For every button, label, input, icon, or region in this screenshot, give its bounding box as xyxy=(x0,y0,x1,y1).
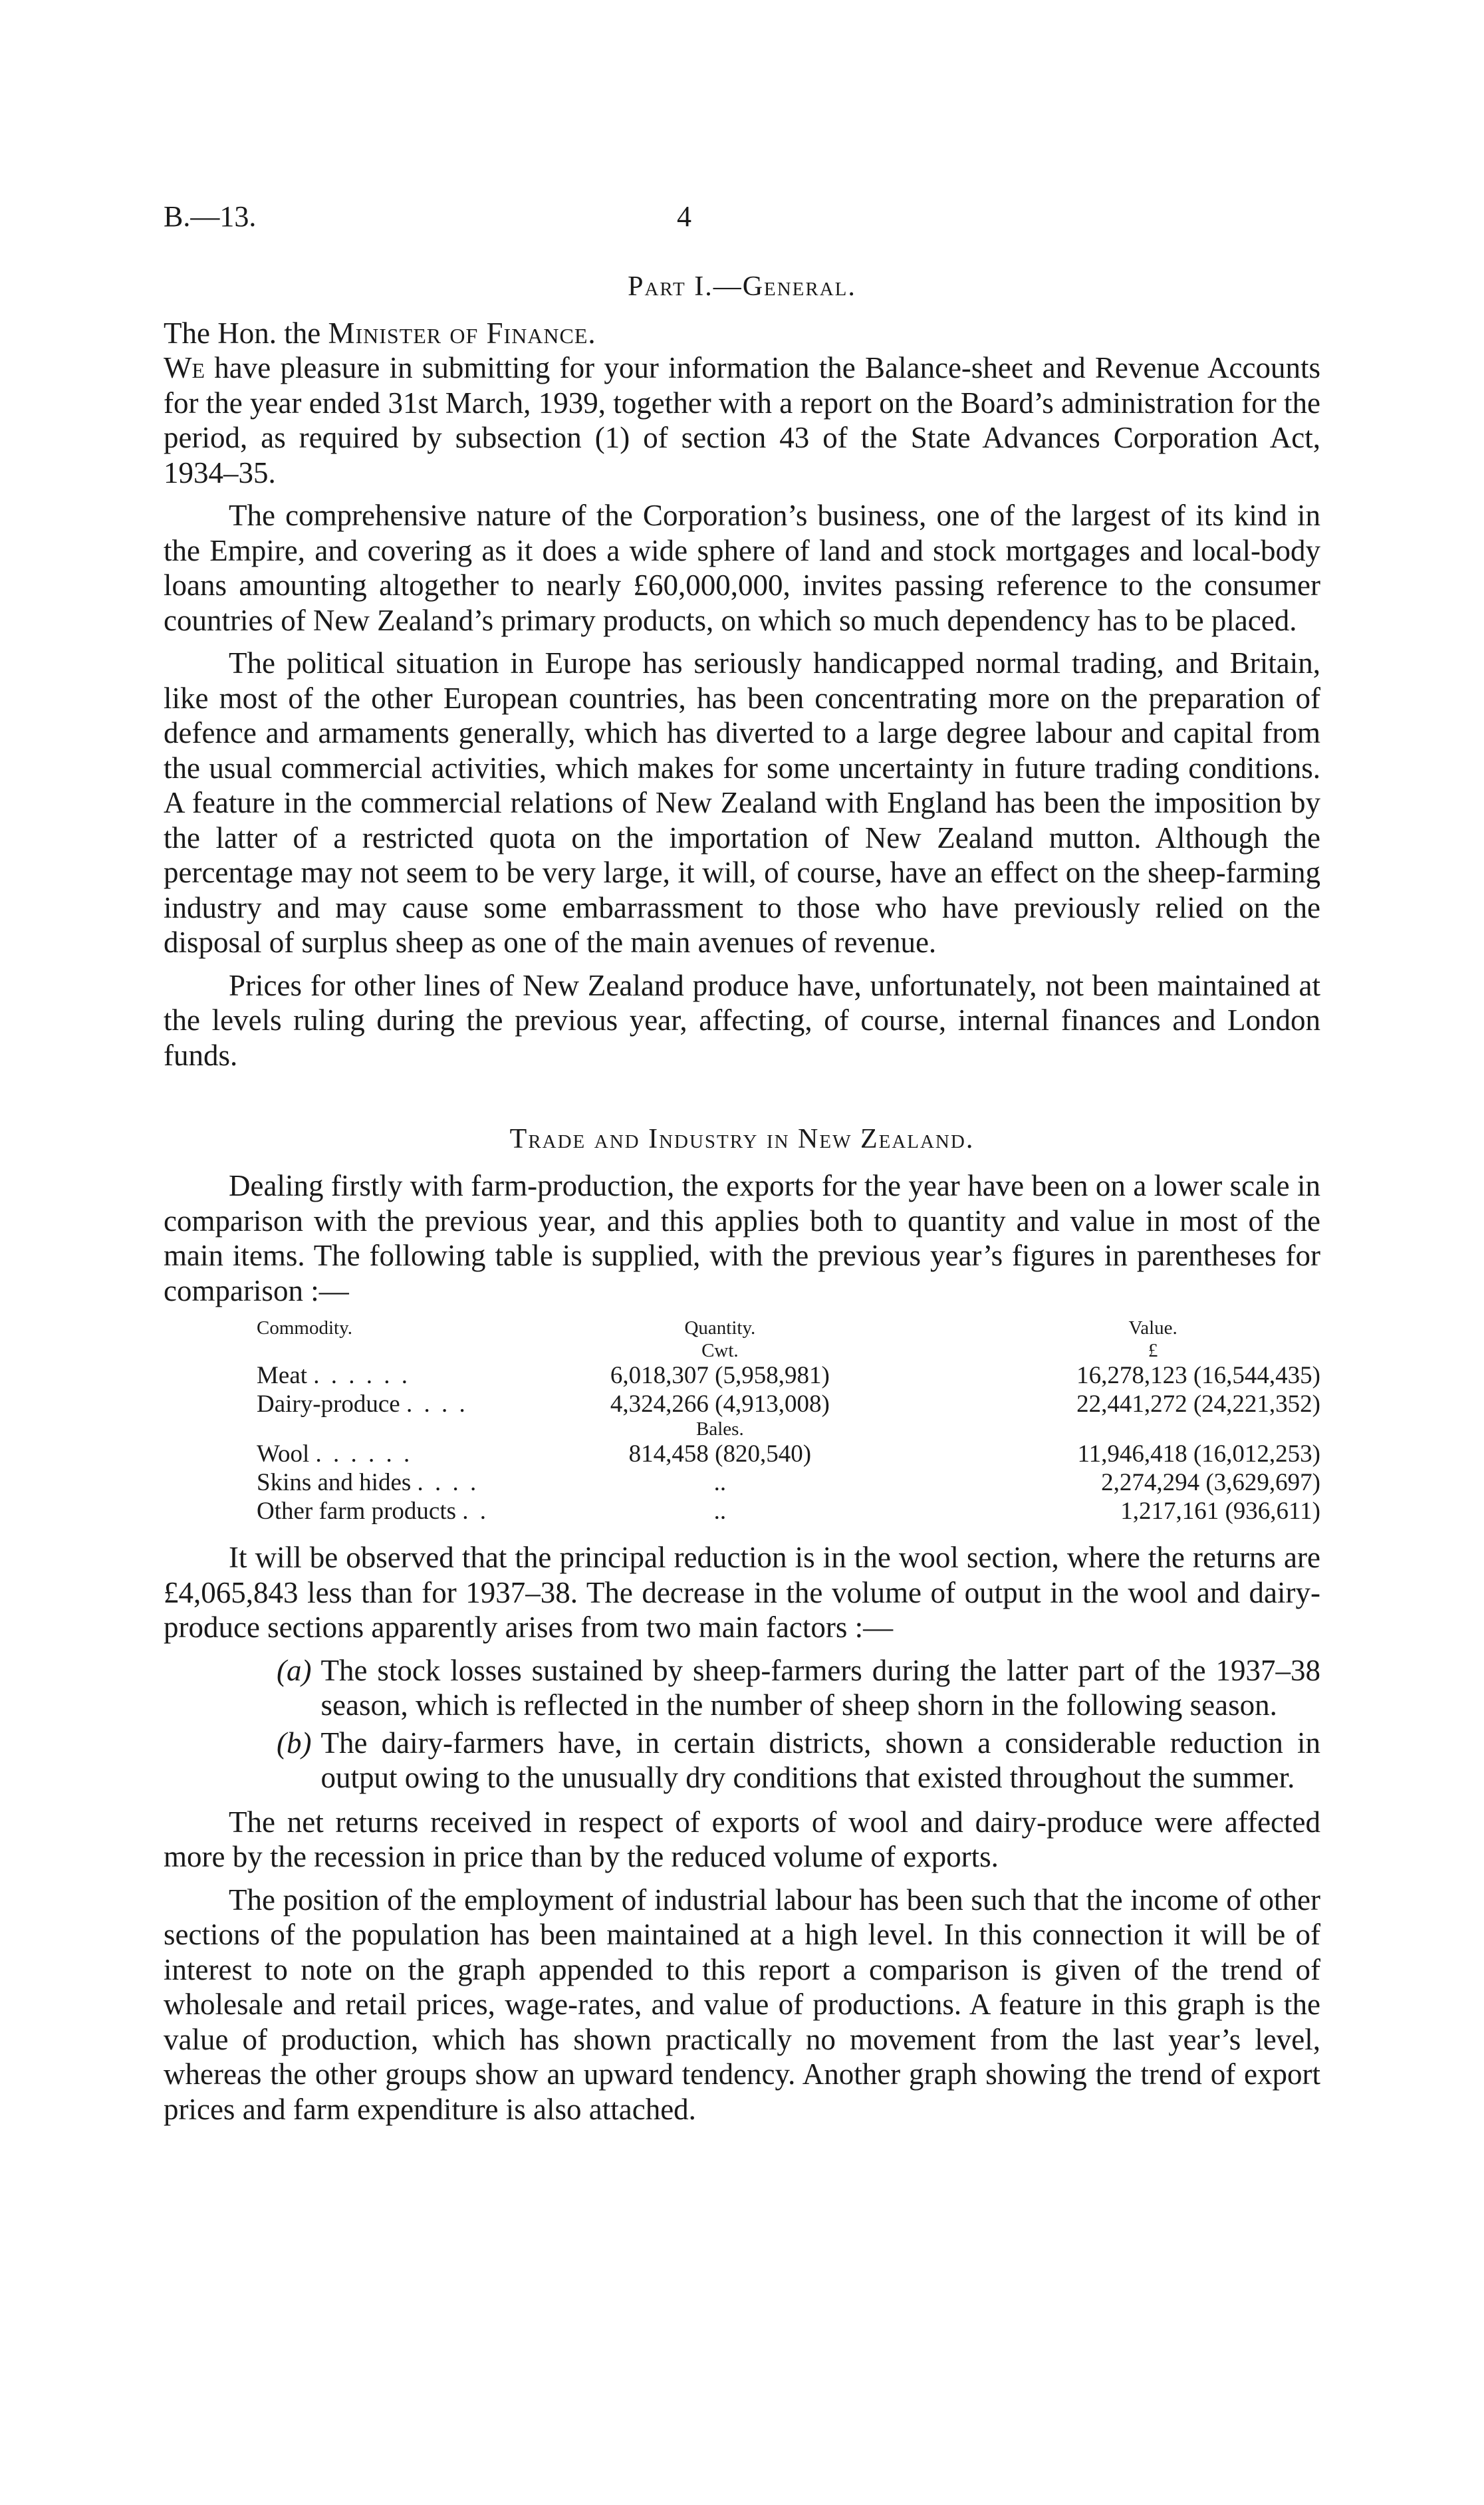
page-number: 4 xyxy=(677,200,691,233)
salutation-suffix: . xyxy=(588,317,596,350)
paragraph-employment: The position of the employment of industrial labour has been such that the income of other sections of the population has been maintained at a high level. In this connection it will be of interest to note on the graph appended to this report a comparison is given of the trend of wholesale and retail prices, wage-rates, and value of productions. A feature in this graph is the value of production, which has shown practically no movement from the last year’s level, whereas the other groups show an upward tendency. Another graph showing the trend of export prices and farm expenditure is also attached. xyxy=(164,1883,1320,2126)
part-title: Part I.—General. xyxy=(628,271,856,302)
table-row xyxy=(257,1361,1320,1390)
leader-dots: . . . . xyxy=(406,1390,468,1418)
intro-opening-word: We xyxy=(164,351,205,384)
factors-list xyxy=(164,1653,1320,1795)
leader-dots: . . . . . . xyxy=(315,1440,413,1468)
table-row xyxy=(257,1468,1320,1497)
commodity-cell: Other farm products xyxy=(257,1498,457,1525)
leader-dots: . . . . . . xyxy=(313,1362,411,1389)
list-item-text: The dairy-farmers have, in certain districts, shown a considerable reduction in output owing to the unusually dry conditions that existed throughout the summer. xyxy=(320,1726,1320,1794)
table-row xyxy=(257,1390,1320,1418)
table-unit-row xyxy=(257,1340,1320,1361)
value-cell: 16,278,123 (16,544,435) xyxy=(1076,1362,1320,1389)
value-cell: 1,217,161 (936,611) xyxy=(1120,1498,1320,1525)
header-value: Value. xyxy=(1128,1317,1177,1339)
list-item-text: The stock losses sustained by sheep-farmers during the latter part of the 1937–38 season, which is reflected in the number of sheep shorn in the following season. xyxy=(320,1653,1320,1722)
commodity-cell: Meat xyxy=(257,1362,308,1389)
commodity-cell: Wool xyxy=(257,1440,310,1468)
unit-pound: £ xyxy=(1148,1340,1158,1361)
list-item-label: (a) xyxy=(277,1653,312,1687)
salutation-office: Minister of Finance xyxy=(328,317,588,350)
value-cell: 2,274,294 (3,629,697) xyxy=(1101,1469,1320,1496)
value-cell: 11,946,418 (16,012,253) xyxy=(1077,1440,1320,1468)
unit-bales: Bales. xyxy=(696,1418,744,1440)
list-item xyxy=(164,1726,1320,1795)
table-row xyxy=(257,1440,1320,1468)
section-title-trade: Trade and Industry in New Zealand. xyxy=(509,1124,975,1154)
list-item-label: (b) xyxy=(277,1726,312,1760)
salutation-prefix: The Hon. the xyxy=(164,317,328,350)
quantity-cell: 4,324,266 (4,913,008) xyxy=(610,1390,830,1418)
table-row xyxy=(257,1497,1320,1525)
quantity-cell: 6,018,307 (5,958,981) xyxy=(610,1362,830,1389)
list-item xyxy=(164,1653,1320,1723)
unit-cwt: Cwt. xyxy=(701,1340,739,1361)
commodity-cell: Skins and hides xyxy=(257,1469,412,1496)
paragraph-corporation: The comprehensive nature of the Corporation’s business, one of the largest of its kind in the Empire, and covering as it does a wide sphere of land and stock mortgages and local-body loans amounting altogether to nearly £60,000,000, invites passing reference to the consumer countries of New Zealand’s primary products, on which so much dependency has to be placed. xyxy=(164,499,1320,637)
leader-dots: . . xyxy=(462,1498,489,1525)
commodity-cell: Dairy-produce xyxy=(257,1390,400,1418)
paragraph-prices: Prices for other lines of New Zealand produce have, unfortunately, not been maintained at the levels ruling during the previous year, affecting, of course, internal finances and London funds. xyxy=(164,968,1320,1072)
header-quantity: Quantity. xyxy=(684,1317,756,1339)
quantity-cell: 814,458 (820,540) xyxy=(628,1440,812,1468)
intro-text: have pleasure in submitting for your information the Balance-sheet and Revenue Accounts for the year ended 31st March, 1939, together with a report on the Board’s administration for the period, as required by subsection (1) of section 43 of the State Advances Corporation Act, 1934–35. xyxy=(164,351,1320,489)
document-reference: B.—13. xyxy=(164,200,257,233)
header-commodity: Commodity. xyxy=(257,1317,352,1339)
intro-paragraph xyxy=(164,350,1320,490)
quantity-cell: .. xyxy=(713,1498,727,1525)
quantity-cell: .. xyxy=(713,1469,727,1496)
salutation xyxy=(164,316,1320,350)
exports-table xyxy=(257,1316,1320,1525)
leader-dots: . . . . xyxy=(417,1469,479,1496)
paragraph-after-table: It will be observed that the principal reduction is in the wool section, where the returns are £4,065,843 less than for 1937–38. The decrease in the volume of output in the wool and dairy-produce sections apparently arises from two main factors :— xyxy=(164,1541,1320,1644)
table-header-row xyxy=(257,1316,1320,1340)
paragraph-trade-intro: Dealing firstly with farm-production, the exports for the year have been on a lower scale in comparison with the previous year, and this applies both to quantity and value in most of the main items. The following table is supplied, with the previous year’s figures in parentheses for comparison :— xyxy=(164,1169,1320,1307)
paragraph-political-situation: The political situation in Europe has seriously handicapped normal trading, and Britain, like most of the other European countries, has been concentrating more on the preparation of defence and armaments generally, which has diverted to a large degree labour and capital from the usual commercial activities, which makes for some uncertainty in future trading conditions. A feature in the commercial relations of New Zealand with England has been the imposition by the latter of a restricted quota on the importation of New Zealand mutton. Although the percentage may not seem to be very large, it will, of course, have an effect on the sheep-farming industry and may cause some embarrassment to those who have previously relied on the disposal of surplus sheep as one of the main avenues of revenue. xyxy=(164,646,1320,959)
table-unit-row xyxy=(257,1418,1320,1440)
body-column xyxy=(164,269,1320,2135)
value-cell: 22,441,272 (24,221,352) xyxy=(1076,1390,1320,1418)
paragraph-net-returns: The net returns received in respect of exports of wool and dairy-produce were affected more by the recession in price than by the reduced volume of exports. xyxy=(164,1805,1320,1873)
